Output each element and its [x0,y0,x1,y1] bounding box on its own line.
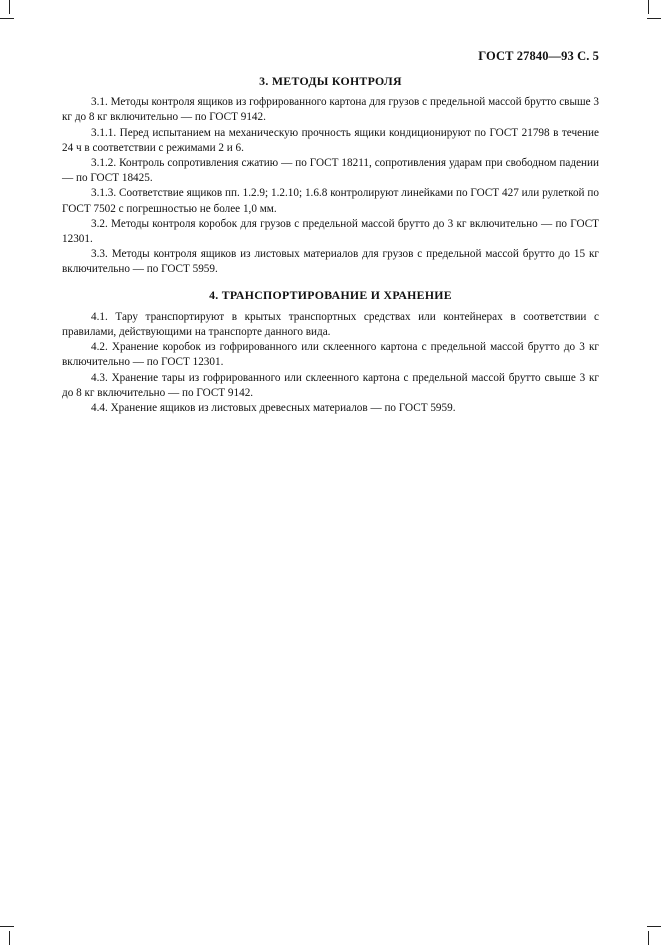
crop-mark-bottom-left-horizontal [0,926,14,927]
crop-mark-bottom-right-horizontal [647,926,661,927]
paragraph-3-1: 3.1. Методы контроля ящиков из гофрированного картона для грузов с предельной массой брутто свыше 3 кг до 8 кг включительно — по ГОСТ 9142. [62,96,599,124]
crop-mark-top-right-horizontal [647,18,661,19]
section-control-methods [62,74,599,278]
crop-mark-top-left-vertical [9,0,10,14]
paragraph-4-1: 4.1. Тару транспортируют в крытых транспортных средствах или контейнерах в соответствии с правилами, действующими на транспорте данного вида. [62,310,599,339]
section-transport-storage [62,288,599,417]
paragraph-3-3: 3.3. Методы контроля ящиков из листовых материалов для грузов с предельной массой брутто до 15 кг включительно — по ГОСТ 5959. [62,248,599,276]
page-header-doc-ref: ГОСТ 27840—93 С. 5 [478,49,599,63]
document-body [62,74,599,416]
paragraph-4-4: 4.4. Хранение ящиков из листовых древесных материалов — по ГОСТ 5959. [91,402,456,415]
paragraph-3-1-3: 3.1.3. Соответствие ящиков пп. 1.2.9; 1.2.10; 1.6.8 контролируют линейками по ГОСТ 427 или рулеткой по ГОСТ 7502 с погрешностью не более 1,0 мм. [62,187,599,215]
crop-mark-bottom-right-vertical [648,931,649,945]
paragraph-3-2: 3.2. Методы контроля коробок для грузов с предельной массой брутто до 3 кг включительно — по ГОСТ 12301. [62,217,599,246]
section-title: 4. ТРАНСПОРТИРОВАНИЕ И ХРАНЕНИЕ [209,287,452,302]
paragraph-3-1-2: 3.1.2. Контроль сопротивления сжатию — по ГОСТ 18211, сопротивления ударам при свободном падении — по ГОСТ 18425. [62,157,599,185]
paragraph-4-3: 4.3. Хранение тары из гофрированного или склеенного картона с предельной массой брутто свыше 3 кг до 8 кг включительно — по ГОСТ 9142. [62,371,599,399]
crop-mark-bottom-left-vertical [9,931,10,945]
crop-mark-top-left-horizontal [0,18,14,19]
section-title: 3. МЕТОДЫ КОНТРОЛЯ [259,74,402,88]
paragraph-4-2: 4.2. Хранение коробок из гофрированного или склеенного картона с предельной массой брутто до 3 кг включительно — по ГОСТ 12301. [62,341,599,369]
paragraph-3-1-1: 3.1.1. Перед испытанием на механическую прочность ящики кондиционируют по ГОСТ 21798 в течение 24 ч в соответствии с режимами 2 и 6. [62,126,599,154]
crop-mark-top-right-vertical [648,0,649,14]
